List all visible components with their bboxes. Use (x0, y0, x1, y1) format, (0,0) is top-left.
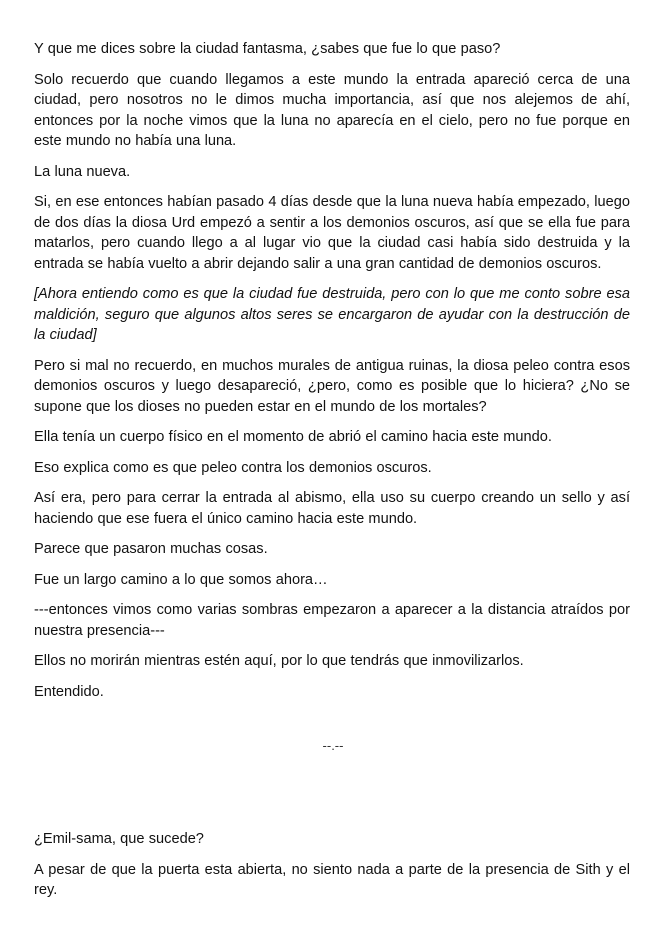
paragraph: ---entonces vimos como varias sombras empezaron a aparecer a la distancia atraídos por nuestra presencia--- (34, 602, 630, 639)
scene-divider: --.-- (322, 738, 344, 753)
paragraph: Pero si mal no recuerdo, en muchos murales de antigua ruinas, la diosa peleo contra esos demonios oscuros y luego desapareció, ¿pero, como es posible que lo hiciera? ¿No se supone que los dioses no pueden estar en el mundo de los mortales? (34, 357, 630, 415)
paragraph: A pesar de que la puerta esta abierta, no siento nada a parte de la presencia de Sith y el rey. (34, 861, 630, 898)
paragraph: Si, en ese entonces habían pasado 4 días desde que la luna nueva había empezado, luego de dos días la diosa Urd empezó a sentir a los demonios oscuros, así que se ella fue para matarlos, pero cuando llego a al lugar vio que la ciudad casi había sido destruida y la entrada se había vuelto a abrir dejando salir a una gran cantidad de demonios oscuros. (34, 194, 630, 272)
document-body-bottom (34, 829, 630, 911)
paragraph: La luna nueva. (34, 163, 131, 180)
paragraph: Así era, pero para cerrar la entrada al abismo, ella uso su cuerpo creando un sello y así haciendo que ese fuera el único camino hacia este mundo. (34, 490, 630, 527)
paragraph: Parece que pasaron muchas cosas. (34, 541, 268, 557)
italic-paragraph: [Ahora entiendo como es que la ciudad fue destruida, pero con lo que me conto sobre esa maldición, seguro que algunos altos seres se encargaron de ayudar con la destrucción de la ciudad] (34, 286, 630, 343)
paragraph: Solo recuerdo que cuando llegamos a este mundo la entrada apareció cerca de una ciudad, pero nosotros no le dimos mucha importancia, así que nos alejemos de ahí, entonces por la noche vimos que la luna no aparecía en el cielo, pero no fue porque en este mundo no había una luna. (34, 71, 630, 149)
paragraph: Fue un largo camino a lo que somos ahora… (34, 571, 328, 588)
paragraph: Entendido. (34, 683, 104, 700)
paragraph: Ellos no morirán mientras estén aquí, por lo que tendrás que inmovilizarlos. (34, 653, 524, 669)
paragraph: Ella tenía un cuerpo físico en el momento de abrió el camino hacia este mundo. (34, 429, 552, 445)
paragraph: Eso explica como es que peleo contra los demonios oscuros. (34, 459, 432, 476)
document-body-top (34, 39, 630, 712)
paragraph: Y que me dices sobre la ciudad fantasma, ¿sabes que fue lo que paso? (34, 41, 501, 57)
paragraph: ¿Emil-sama, que sucede? (34, 831, 204, 847)
